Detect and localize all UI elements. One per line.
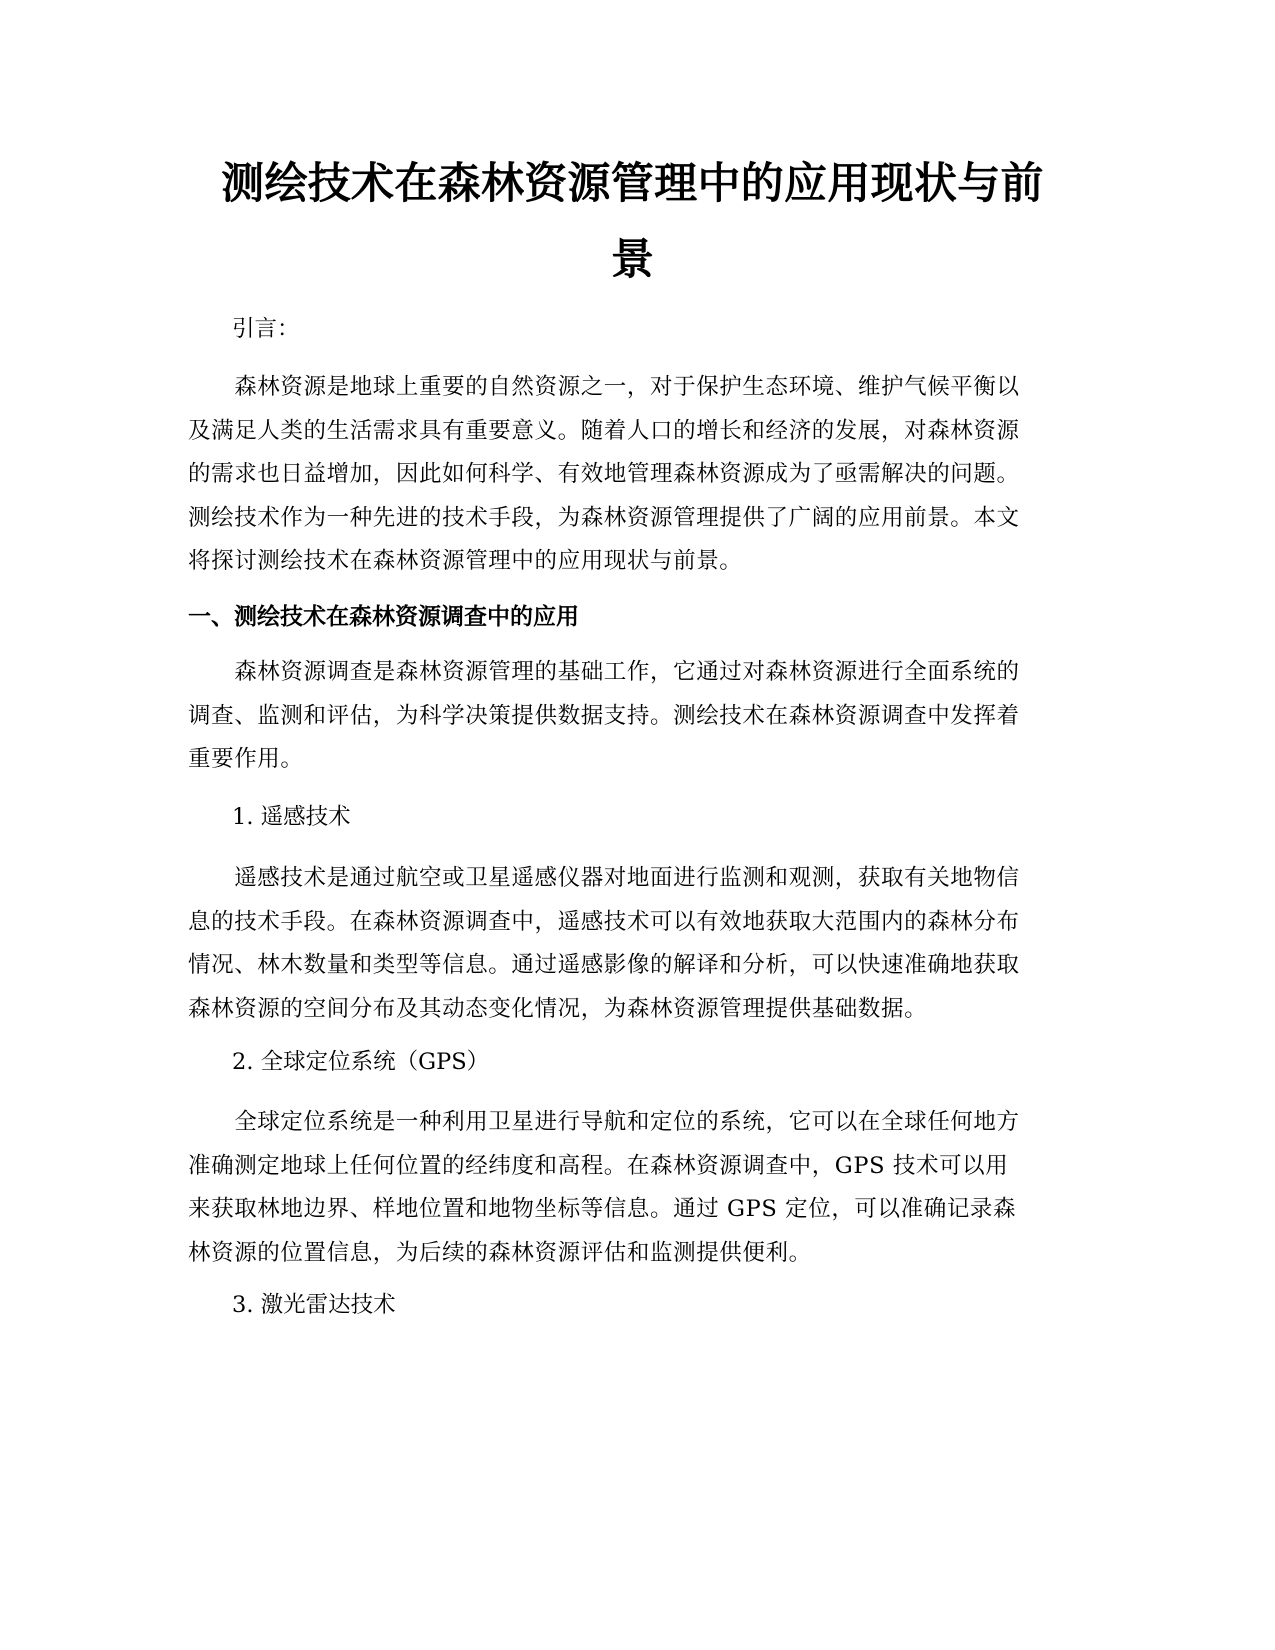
item-1-label: 1. 遥感技术 (232, 804, 351, 830)
intro-label: 引言： (232, 316, 300, 342)
item-2-paragraph-line: 准确测定地球上任何位置的经纬度和高程。在森林资源调查中，GPS 技术可以用 (188, 1152, 1009, 1179)
intro-paragraph (188, 366, 1088, 584)
item-1-paragraph (188, 857, 1088, 1031)
section-1-heading: 一、测绘技术在森林资源调查中的应用 (188, 604, 579, 630)
intro-paragraph-line: 将探讨测绘技术在森林资源管理中的应用现状与前景。 (188, 548, 743, 574)
item-2-paragraph-line: 林资源的位置信息，为后续的森林资源评估和监测提供便利。 (188, 1239, 812, 1266)
item-1-paragraph-line: 情况、林木数量和类型等信息。通过遥感影像的解译和分析，可以快速准确地获取 (188, 952, 1020, 978)
document-title-line-2: 景 (611, 235, 654, 285)
intro-paragraph-line: 森林资源是地球上重要的自然资源之一，对于保护生态环境、维护气候平衡以 (188, 374, 1020, 400)
item-1-paragraph-line: 森林资源的空间分布及其动态变化情况，为森林资源管理提供基础数据。 (188, 995, 928, 1022)
intro-paragraph-line: 测绘技术作为一种先进的技术手段，为森林资源管理提供了广阔的应用前景。本文 (188, 504, 1020, 531)
section-1-paragraph-line: 调查、监测和评估，为科学决策提供数据支持。测绘技术在森林资源调查中发挥着 (188, 702, 1020, 729)
section-1-paragraph-line: 重要作用。 (188, 746, 304, 772)
item-3-label: 3. 激光雷达技术 (232, 1292, 396, 1318)
item-2-paragraph-line: 全球定位系统是一种利用卫星进行导航和定位的系统，它可以在全球任何地方 (188, 1109, 1020, 1135)
document-title-line-1: 测绘技术在森林资源管理中的应用现状与前 (221, 159, 1044, 209)
section-1-paragraph (188, 651, 1088, 782)
item-1-paragraph-line: 息的技术手段。在森林资源调查中，遥感技术可以有效地获取大范围内的森林分布 (188, 908, 1020, 935)
intro-paragraph-line: 及满足人类的生活需求具有重要意义。随着人口的增长和经济的发展，对森林资源 (188, 417, 1020, 444)
item-2-paragraph (188, 1101, 1088, 1275)
item-1-paragraph-line: 遥感技术是通过航空或卫星遥感仪器对地面进行监测和观测，获取有关地物信 (188, 865, 1020, 891)
intro-paragraph-line: 的需求也日益增加，因此如何科学、有效地管理森林资源成为了亟需解决的问题。 (188, 461, 1020, 487)
item-2-label: 2. 全球定位系统（GPS） (232, 1049, 490, 1075)
section-1-paragraph-line: 森林资源调查是森林资源管理的基础工作，它通过对森林资源进行全面系统的 (188, 659, 1020, 685)
item-2-paragraph-line: 来获取林地边界、样地位置和地物坐标等信息。通过 GPS 定位，可以准确记录森 (188, 1196, 1017, 1222)
